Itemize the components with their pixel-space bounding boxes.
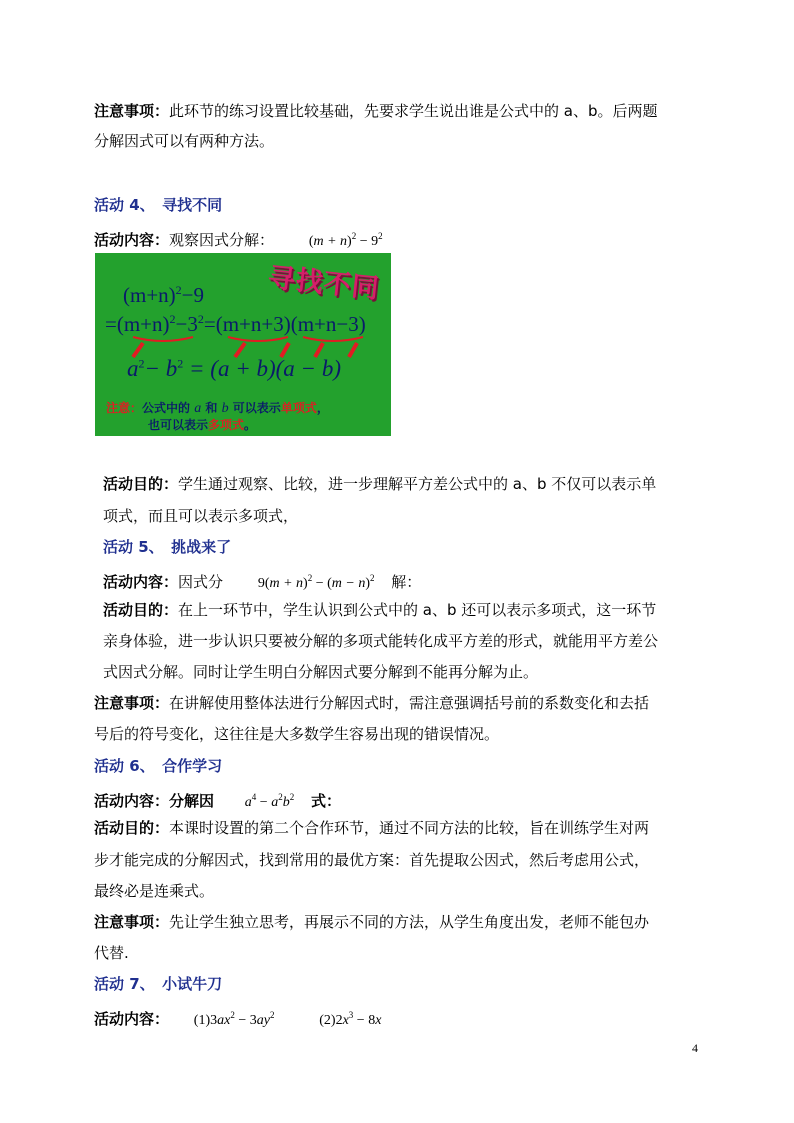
note-paragraph-2: [94, 693, 649, 713]
content-tail: 解：: [391, 573, 422, 591]
slide-image-find-difference: [95, 253, 391, 436]
content-text: 因式分: [178, 573, 224, 591]
activity-6-goal: [94, 818, 649, 838]
activity-5-goal-cont-1: 亲身体验，进一步认识只要被分解的多项式能转化成平方差的形式，就能用平方差公: [103, 632, 659, 650]
formula-6: $a^4 - a^2b^2$: [244, 792, 295, 810]
activity-4-goal: [103, 474, 656, 494]
formula-7-1: $(1)3ax^2 - 3ay^2$: [193, 1010, 275, 1028]
slide-title: 寻找不同: [266, 262, 381, 305]
note-text: 在讲解使用整体法进行分解因式时，需注意强调括号前的系数变化和去括: [169, 694, 650, 712]
content-label: 活动内容：: [103, 573, 179, 591]
formula-5: $9(m + n)^2 - (m - n)^2$: [257, 573, 375, 591]
slide-row-2: $=(m+n)^2-3^2=(m+n+3)(m+n-3)$: [105, 312, 366, 336]
formula-4: $(m + n)^2 - 9^2$: [308, 231, 383, 249]
goal-label: 活动目的：: [103, 601, 179, 619]
activity-6-goal-cont-1: 步才能完成的分解因式，找到常用的最优方案：首先提取公因式，然后考虑用公式，: [94, 851, 650, 869]
activity-6-heading: 活动 6、 合作学习: [94, 757, 223, 775]
note-label: 注意事项：: [94, 913, 170, 931]
note-text: 此环节的练习设置比较基础，先要求学生说出谁是公式中的 a、b。后两题: [169, 102, 658, 120]
content-label: 活动内容：: [94, 231, 170, 249]
note-paragraph-3: [94, 912, 649, 932]
note-paragraph-3-cont: 代替.: [94, 944, 129, 962]
activity-6-content: [94, 787, 341, 813]
goal-text: 在上一环节中，学生认识到公式中的 a、b 还可以表示多项式，这一环节: [178, 601, 657, 619]
activity-4-heading: 活动 4、 寻找不同: [94, 196, 223, 214]
slide-row-1: $(m+n)^2-9$: [123, 283, 205, 307]
content-tail: 式：: [310, 792, 341, 810]
goal-label: 活动目的：: [103, 475, 179, 493]
note-paragraph-1-cont: 分解因式可以有两种方法。: [94, 132, 275, 150]
slide-note-line-2: 也可以表示多项式。: [148, 418, 257, 432]
goal-text: 学生通过观察、比较，进一步理解平方差公式中的 a、b 不仅可以表示单: [178, 475, 657, 493]
note-label: 注意事项：: [94, 102, 170, 120]
content-label: 活动内容：: [94, 1010, 170, 1028]
activity-5-goal: [103, 600, 656, 620]
activity-5-heading: 活动 5、 挑战来了: [103, 538, 232, 556]
content-label: 活动内容：分解因: [94, 792, 215, 810]
goal-text: 本课时设置的第二个合作环节，通过不同方法的比较，旨在训练学生对两: [169, 819, 650, 837]
goal-label: 活动目的：: [94, 819, 170, 837]
activity-7-content: [94, 1005, 381, 1031]
activity-5-goal-cont-2: 式因式分解。同时让学生明白分解因式要分解到不能再分解为止。: [103, 663, 539, 681]
note-text: 先让学生独立思考，再展示不同的方法，从学生角度出发，老师不能包办: [169, 913, 650, 931]
activity-7-heading: 活动 7、 小试牛刀: [94, 975, 223, 993]
activity-6-goal-cont-2: 最终必是连乘式。: [94, 882, 215, 900]
activity-4-goal-cont: 项式，而且可以表示多项式，: [103, 507, 299, 525]
note-label: 注意事项：: [94, 694, 170, 712]
formula-7-2: $(2)2x^3 - 8x$: [319, 1010, 382, 1028]
content-text: 观察因式分解：: [169, 231, 275, 249]
activity-5-content: [103, 568, 421, 594]
note-paragraph-1: [94, 101, 658, 121]
slide-note-line-1: 注意：公式中的 a 和 b 可以表示单项式，: [106, 401, 329, 416]
note-paragraph-2-cont: 号后的符号变化，这往往是大多数学生容易出现的错误情况。: [94, 725, 500, 743]
slide-row-3: $a^2- b^2 = (a + b)(a - b)$: [127, 356, 341, 381]
activity-4-content: [94, 226, 383, 252]
page-number: 4: [692, 1041, 698, 1055]
